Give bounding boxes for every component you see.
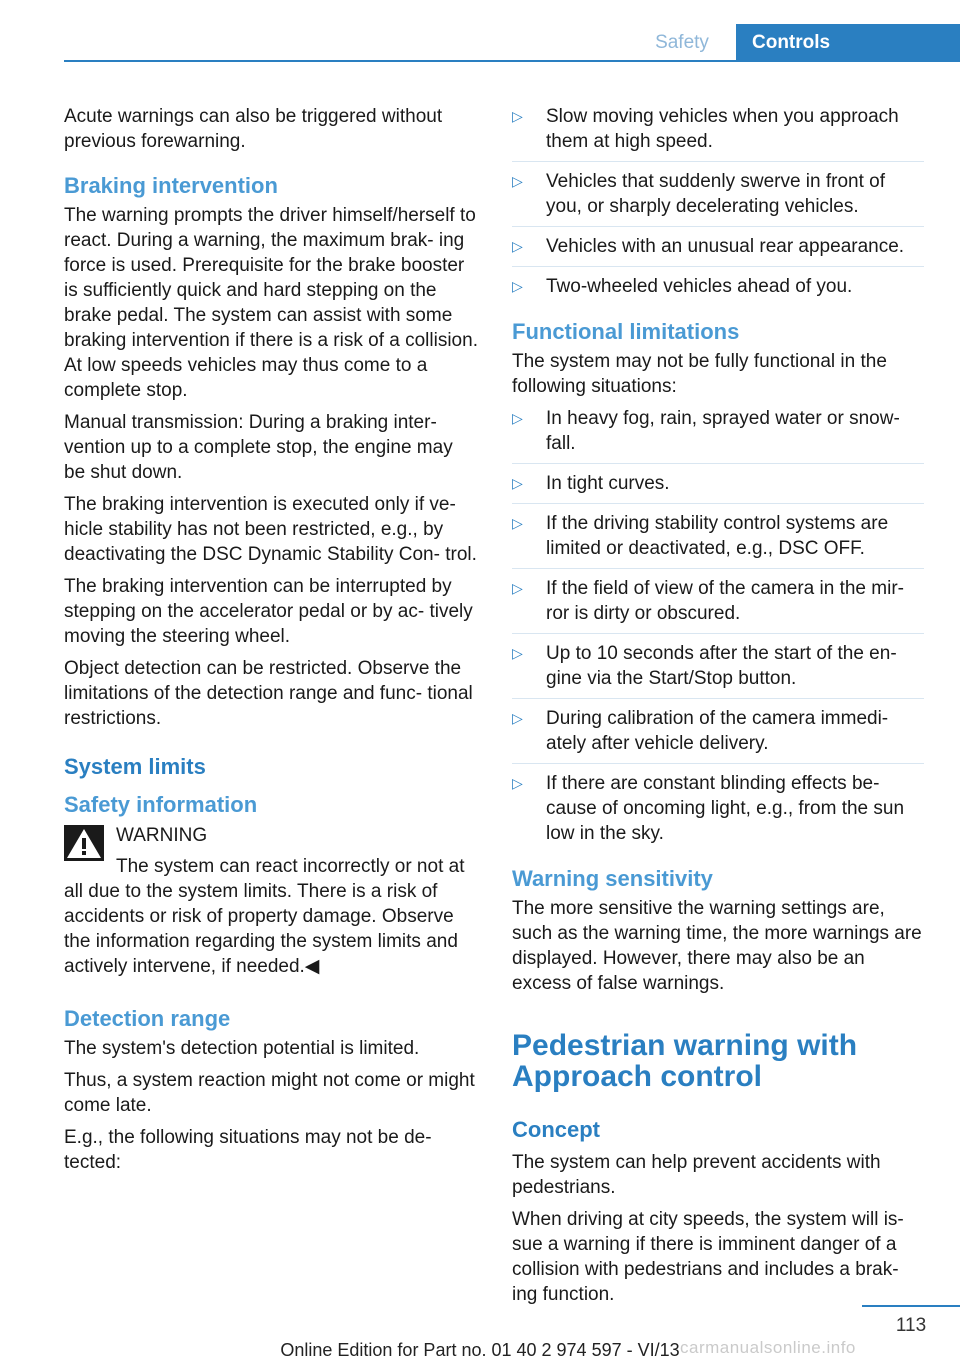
- warning-title: WARNING: [116, 825, 208, 846]
- right-column: [512, 104, 924, 1314]
- page-number: 113: [895, 1315, 927, 1336]
- list-item: ▷ Up to 10 seconds after the start of the en‐ gine via the Start/Stop button.: [512, 641, 924, 699]
- watermark: carmanualsonline.info: [680, 1338, 856, 1357]
- header-rule: [64, 60, 960, 62]
- triangle-bullet-icon: ▷: [512, 278, 523, 294]
- detection-list: [512, 104, 924, 306]
- triangle-bullet-icon: ▷: [512, 410, 523, 426]
- concept-heading: Concept: [512, 1117, 600, 1142]
- functional-paragraph: The system may not be fully functional in the following situations:: [512, 351, 887, 397]
- list-item: ▷ In heavy fog, rain, sprayed water or snow‐ fall.: [512, 406, 924, 464]
- triangle-bullet-icon: ▷: [512, 515, 523, 531]
- list-item: ▷ If the field of view of the camera in the mir‐ ror is dirty or obscured.: [512, 576, 924, 634]
- list-item: ▷ If the driving stability control systems are limited or deactivated, e.g., DSC OFF.: [512, 511, 924, 569]
- detection-range-heading: Detection range: [64, 1006, 231, 1031]
- left-column: [64, 104, 479, 1182]
- list-item: ▷ In tight curves.: [512, 471, 924, 504]
- sensitivity-paragraph: The more sensitive the warning settings are, such as the warning time, the more warnings are displayed. However, there may also be an excess of false warnings.: [512, 898, 922, 994]
- triangle-bullet-icon: ▷: [512, 645, 523, 661]
- warning-block: [64, 823, 479, 979]
- concept-paragraph-1: The system can help prevent accidents with pedestrians.: [512, 1152, 881, 1198]
- braking-intervention-heading: Braking intervention: [64, 173, 278, 198]
- braking-paragraph-1: The warning prompts the driver himself/herself to react. During a warning, the maximum brak‐ ing force is used. Prerequisite for the brake booster is sufficiently quick and hard stepping on the brake pedal. The system can assist with some braking intervention if there is a risk of a collision. At low speeds vehicles may thus come to a complete stop.: [64, 205, 478, 401]
- intro-paragraph: Acute warnings can also be triggered without previous forewarning.: [64, 106, 443, 152]
- edition-footer: Online Edition for Part no. 01 40 2 974 597 - VI/13: [280, 1340, 680, 1360]
- functional-limitations-heading: Functional limitations: [512, 319, 740, 344]
- header-chapter-tab: Controls: [736, 24, 960, 61]
- detection-paragraph-1: The system's detection potential is limited.: [64, 1038, 420, 1059]
- functional-list: [512, 406, 924, 853]
- concept-paragraph-2: When driving at city speeds, the system will is‐ sue a warning if there is imminent danger of a collision with pedestrians and includes a brak‐ ing function.: [512, 1209, 904, 1305]
- list-item: ▷ Two-wheeled vehicles ahead of you.: [512, 276, 853, 297]
- triangle-bullet-icon: ▷: [512, 775, 523, 791]
- detection-paragraph-3: E.g., the following situations may not be de‐ tected:: [64, 1127, 432, 1173]
- braking-paragraph-4: The braking intervention can be interrupted by stepping on the accelerator pedal or by ac‐ tively moving the steering wheel.: [64, 576, 473, 647]
- list-item: ▷ During calibration of the camera immedi‐ ately after vehicle delivery.: [512, 706, 924, 764]
- footer-rule: [862, 1305, 960, 1307]
- triangle-bullet-icon: ▷: [512, 238, 523, 254]
- triangle-bullet-icon: ▷: [512, 710, 523, 726]
- warning-sensitivity-heading: Warning sensitivity: [512, 866, 713, 891]
- braking-paragraph-5: Object detection can be restricted. Observe the limitations of the detection range and func‐ tional restrictions.: [64, 658, 473, 729]
- list-item: ▷ If there are constant blinding effects be‐ cause of oncoming light, e.g., from the sun low in the sky.: [512, 773, 905, 844]
- triangle-bullet-icon: ▷: [512, 580, 523, 596]
- safety-information-heading: Safety information: [64, 792, 258, 817]
- warning-text: The system can react incorrectly or not at all due to the system limits. There is a risk of accidents or risk of property damage. Observe the information regarding the system limits and actively intervene, if needed.◀: [64, 856, 465, 977]
- list-item: ▷ Vehicles that suddenly swerve in front of you, or sharply decelerating vehicles.: [512, 169, 924, 227]
- pedestrian-warning-heading: Pedestrian warning with Approach control: [512, 1029, 858, 1093]
- system-limits-heading: System limits: [64, 754, 206, 779]
- header-section-tab: Safety: [655, 32, 709, 53]
- triangle-bullet-icon: ▷: [512, 108, 523, 124]
- braking-paragraph-2: Manual transmission: During a braking inter‐ vention up to a complete stop, the engine may be shut down.: [64, 412, 453, 483]
- detection-paragraph-2: Thus, a system reaction might not come or might come late.: [64, 1070, 475, 1116]
- list-item: ▷ Vehicles with an unusual rear appearance.: [512, 234, 924, 267]
- warning-triangle-icon: [64, 825, 104, 861]
- list-item: ▷ Slow moving vehicles when you approach them at high speed.: [512, 104, 924, 162]
- triangle-bullet-icon: ▷: [512, 173, 523, 189]
- braking-paragraph-3: The braking intervention is executed only if ve‐ hicle stability has not been restricted, e.g., by deactivating the DSC Dynamic Stability Con‐ trol.: [64, 494, 477, 565]
- triangle-bullet-icon: ▷: [512, 475, 523, 491]
